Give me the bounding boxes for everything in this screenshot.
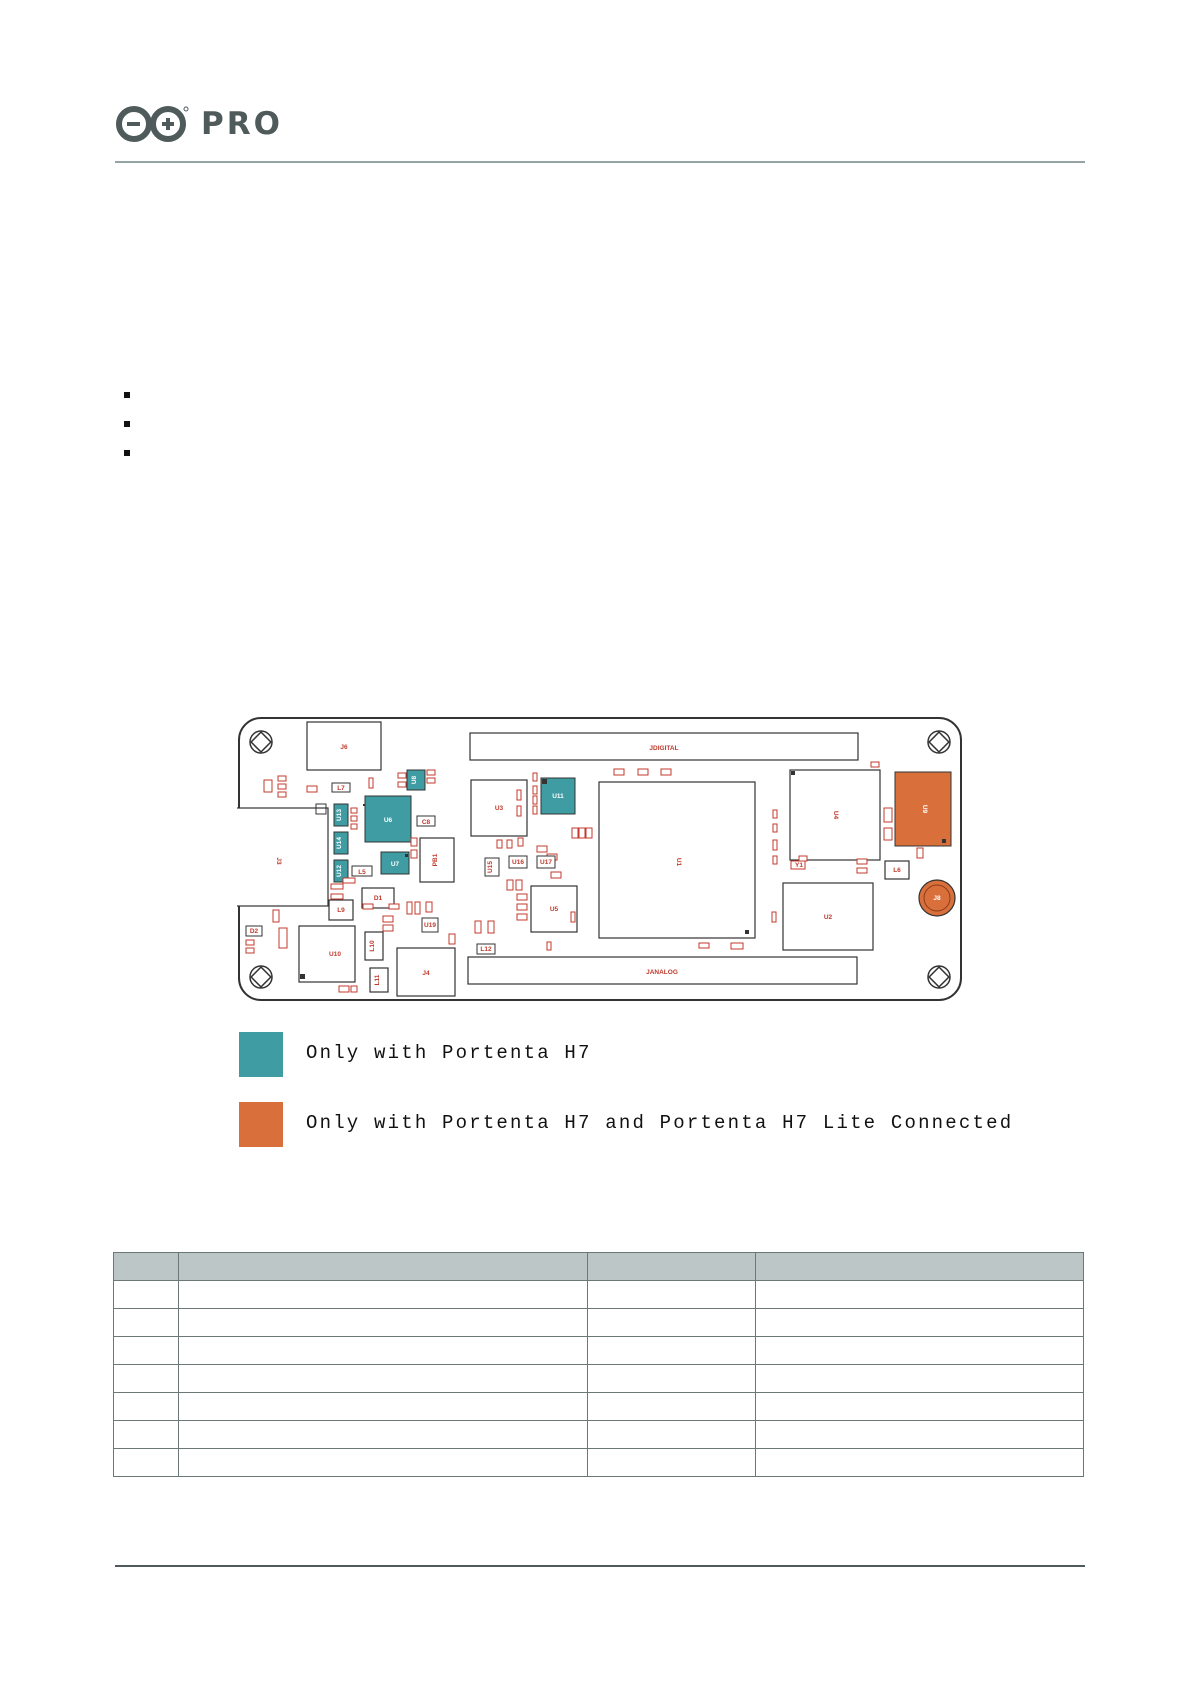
legend-swatch-teal (239, 1032, 283, 1077)
table-header-row (114, 1253, 1084, 1281)
label-u17: U17 (540, 859, 552, 866)
label-pb1: PB1 (432, 853, 439, 867)
label-u2: U2 (823, 914, 833, 921)
table-row (114, 1281, 1084, 1309)
header-divider (115, 161, 1085, 163)
label-l11: L11 (374, 974, 381, 986)
arduino-infinity-logo-icon (115, 104, 191, 144)
footer-divider (115, 1565, 1085, 1567)
table-row (114, 1309, 1084, 1337)
label-u19: U19 (424, 922, 436, 929)
bullet-marker (124, 450, 130, 456)
label-u6: U6 (383, 817, 393, 824)
label-j3: J3 (275, 857, 282, 865)
label-u1: U1 (675, 857, 682, 867)
bullet-marker (124, 392, 130, 398)
label-l10: L10 (369, 940, 376, 952)
label-u10: U10 (329, 951, 341, 958)
label-u7: U7 (390, 861, 400, 868)
label-u14: U14 (336, 837, 343, 849)
label-j8: J8 (933, 895, 941, 902)
table-row (114, 1365, 1084, 1393)
page-header (115, 104, 1085, 162)
label-u3: U3 (494, 805, 504, 812)
label-u8: U8 (411, 775, 418, 785)
table-row (114, 1393, 1084, 1421)
label-y1: Y1 (795, 862, 803, 869)
board-topology-diagram (237, 716, 963, 1002)
label-u12: U12 (336, 865, 343, 877)
brand-label: PRO (201, 106, 283, 142)
label-janalog: JANALOG (646, 969, 678, 976)
chip-u10 (299, 926, 355, 982)
label-u9: U9 (921, 804, 928, 814)
label-j4: J4 (422, 970, 430, 977)
label-l9: L9 (337, 907, 345, 914)
label-u11: U11 (552, 793, 564, 800)
table-row (114, 1449, 1084, 1477)
legend-label: Only with Portenta H7 (306, 1042, 592, 1064)
label-l7: L7 (337, 785, 345, 792)
label-d1: D1 (373, 895, 383, 902)
component-table (113, 1252, 1084, 1477)
label-j6: J6 (340, 744, 348, 751)
label-l12: L12 (480, 946, 492, 953)
table-row (114, 1421, 1084, 1449)
legend-label: Only with Portenta H7 and Portenta H7 Lite Connected (306, 1112, 1014, 1134)
label-l5: L5 (358, 869, 366, 876)
label-u4: U4 (832, 810, 839, 820)
label-u13: U13 (336, 809, 343, 821)
label-l6: L6 (893, 867, 901, 874)
label-u5: U5 (549, 906, 559, 913)
label-jdigital: JDIGITAL (649, 745, 679, 752)
bullet-list (124, 392, 130, 479)
legend-swatch-orange (239, 1102, 283, 1147)
table-row (114, 1337, 1084, 1365)
label-c8: C8 (421, 819, 431, 826)
label-u15: U15 (487, 861, 494, 873)
label-d2: D2 (249, 928, 259, 935)
label-u16: U16 (512, 859, 524, 866)
bullet-marker (124, 421, 130, 427)
